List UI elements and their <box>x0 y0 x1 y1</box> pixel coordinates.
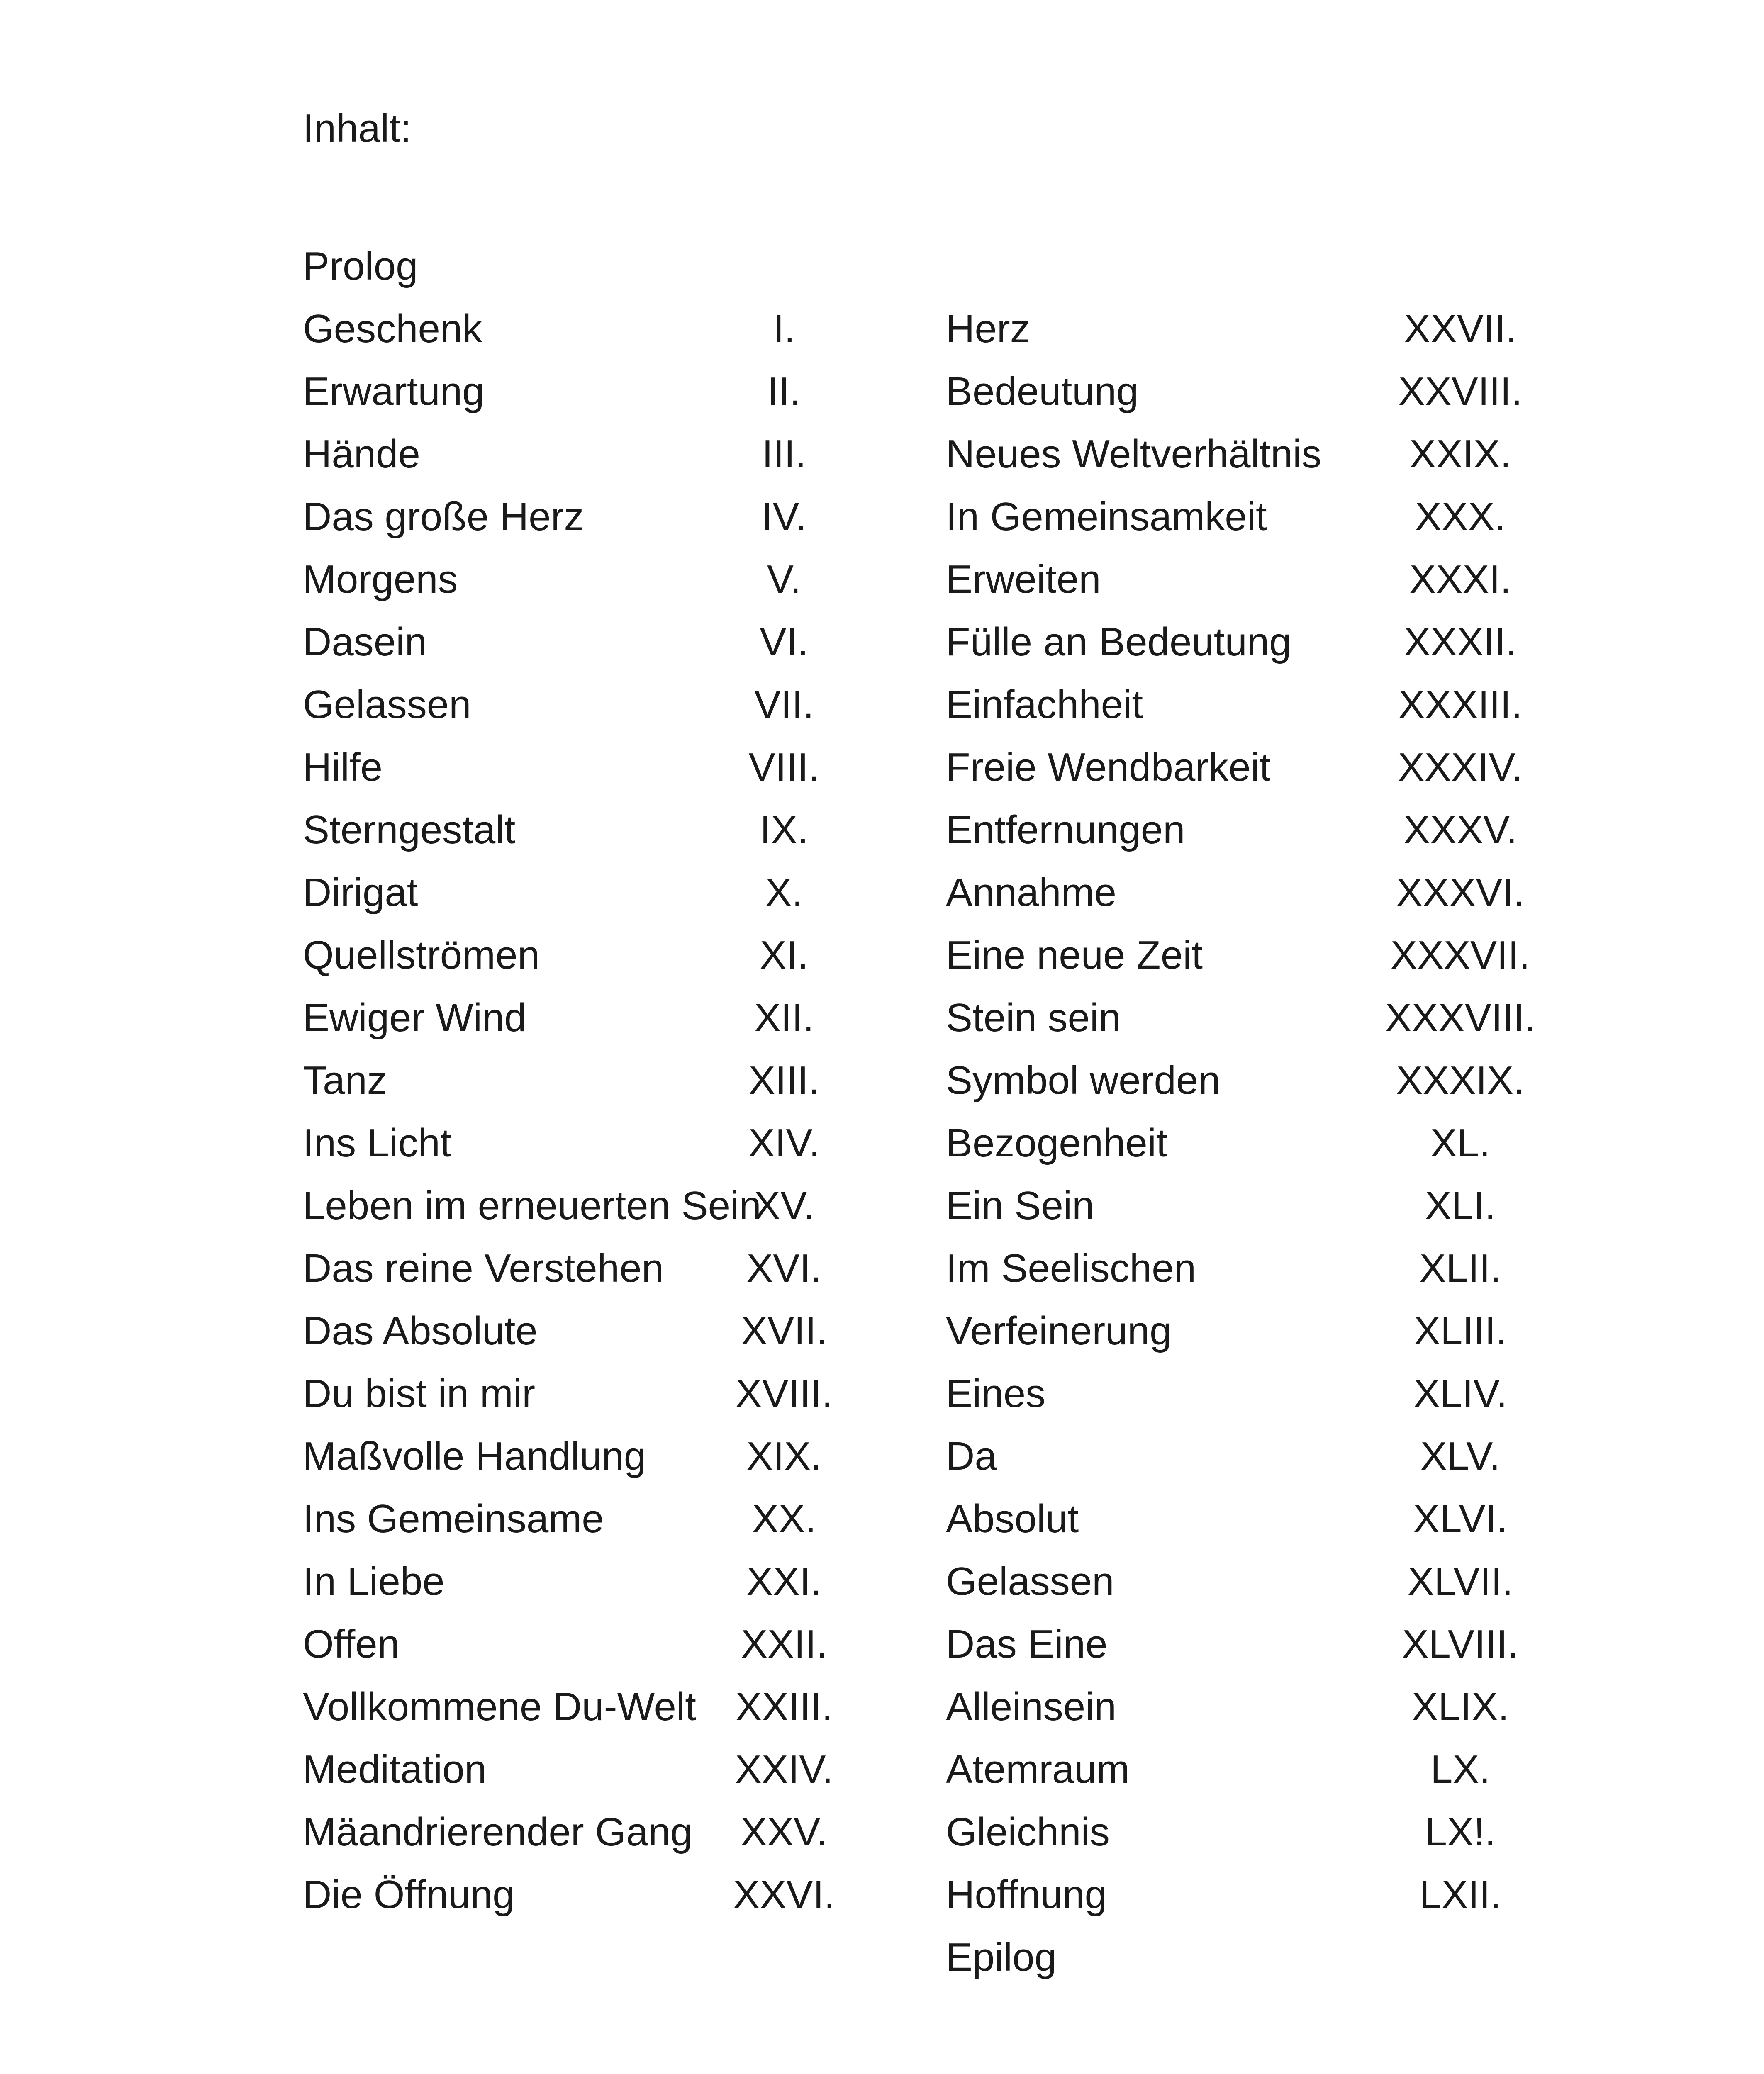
toc-entry-title: Fülle an Bedeutung <box>946 620 1291 664</box>
toc-entry-title: Gelassen <box>303 682 471 727</box>
toc-entry <box>303 297 834 360</box>
toc-entry <box>946 1300 1507 1362</box>
toc-entry-number: XXIX. <box>1409 432 1511 476</box>
toc-entry-title: Gelassen <box>946 1559 1114 1604</box>
toc-entry <box>303 673 834 736</box>
toc-entry-number: VII. <box>754 682 814 727</box>
toc-entry-title: Das Absolute <box>303 1309 538 1353</box>
toc-entry <box>946 986 1536 1049</box>
toc-entry <box>303 861 834 924</box>
toc-entry-title: Bezogenheit <box>946 1121 1167 1165</box>
toc-entry-number: XXVII. <box>1403 307 1517 351</box>
toc-entry-number: LX!. <box>1425 1810 1496 1854</box>
toc-entry-number: XXXV. <box>1403 808 1517 852</box>
toc-entry-title: Die Öffnung <box>303 1872 515 1917</box>
toc-entry-title: Das große Herz <box>303 494 584 539</box>
toc-entry-title: Vollkommene Du-Welt <box>303 1685 696 1729</box>
toc-entry <box>946 485 1506 548</box>
toc-entry-number: X. <box>765 870 803 915</box>
toc-entry-number: XLVII. <box>1407 1559 1513 1604</box>
toc-entry-title: Das Eine <box>946 1622 1108 1666</box>
toc-entry-number: II. <box>767 369 801 414</box>
toc-entry <box>946 548 1511 611</box>
toc-entry-title: Bedeutung <box>946 369 1139 414</box>
toc-entry <box>946 1801 1496 1863</box>
toc-entry-title: Erwartung <box>303 369 485 414</box>
toc-entry <box>946 1926 1477 1989</box>
toc-entry <box>303 360 834 423</box>
toc-entry <box>946 1487 1508 1550</box>
toc-entry-title: Offen <box>303 1622 400 1666</box>
toc-entry-number: XLV. <box>1420 1434 1501 1478</box>
toc-entry-title: Du bist in mir <box>303 1371 536 1416</box>
toc-entry-title: Quellströmen <box>303 933 540 977</box>
toc-entry-title: Meditation <box>303 1747 487 1792</box>
toc-entry-number: XLI. <box>1425 1183 1496 1228</box>
toc-entry-number: IV. <box>761 494 807 539</box>
toc-entry-title: Ins Licht <box>303 1121 451 1165</box>
toc-entry-title: Neues Weltverhältnis <box>946 432 1322 476</box>
toc-entry-title: Morgens <box>303 557 458 601</box>
toc-entry-number: XXXI. <box>1409 557 1511 601</box>
toc-entry <box>303 986 834 1049</box>
toc-entry <box>946 1174 1496 1237</box>
toc-entry-number: LX. <box>1430 1747 1491 1792</box>
toc-entry-title: Annahme <box>946 870 1116 915</box>
toc-entry-title: Geschenk <box>303 307 482 351</box>
toc-entry <box>303 1300 834 1362</box>
toc-entry <box>946 1049 1525 1112</box>
toc-entry-title: In Gemeinsamkeit <box>946 494 1267 539</box>
toc-entry-number: VIII. <box>748 745 820 789</box>
toc-entry-title: Maßvolle Handlung <box>303 1434 646 1478</box>
toc-entry-number: XXXVII. <box>1390 933 1530 977</box>
toc-entry <box>303 1425 834 1487</box>
page-heading: Inhalt: <box>303 106 412 151</box>
toc-entry <box>946 1362 1507 1425</box>
toc-entry <box>946 798 1517 861</box>
toc-entry-title: Alleinsein <box>946 1685 1116 1729</box>
toc-entry-title: Hilfe <box>303 745 383 789</box>
toc-entry-number: XV. <box>754 1183 814 1228</box>
toc-entry-title: Prolog <box>303 244 418 288</box>
toc-entry <box>303 1863 834 1926</box>
toc-entry <box>303 548 834 611</box>
toc-entry <box>303 924 834 986</box>
toc-entry-number: XXX. <box>1415 494 1506 539</box>
toc-entry <box>303 485 834 548</box>
toc-entry-number: XX. <box>752 1497 816 1541</box>
toc-entry-title: Dasein <box>303 620 427 664</box>
toc-entry <box>303 1675 834 1738</box>
toc-entry <box>303 1112 834 1174</box>
toc-entry-title: Herz <box>946 307 1030 351</box>
toc-entry-title: Mäandrierender Gang <box>303 1810 693 1854</box>
toc-entry-title: Erweiten <box>946 557 1101 601</box>
toc-entry <box>946 673 1523 736</box>
toc-entry-number: XIII. <box>748 1058 820 1103</box>
toc-entry-number: XVIII. <box>735 1371 833 1416</box>
toc-entry <box>303 1613 834 1675</box>
toc-entry-title: Hände <box>303 432 420 476</box>
toc-entry <box>946 1237 1501 1300</box>
toc-entry-number: XXIV. <box>735 1747 833 1792</box>
toc-entry-title: Einfachheit <box>946 682 1143 727</box>
toc-entry <box>946 924 1530 986</box>
toc-entry <box>303 1801 834 1863</box>
toc-entry-number: XLIV. <box>1413 1371 1507 1416</box>
toc-entry <box>946 736 1523 798</box>
toc-entry <box>303 1362 834 1425</box>
toc-entry-number: XIV. <box>748 1121 820 1165</box>
toc-entry-number: XLVIII. <box>1402 1622 1519 1666</box>
toc-entry-number: XXII. <box>741 1622 828 1666</box>
toc-entry-title: Atemraum <box>946 1747 1130 1792</box>
toc-entry <box>303 1738 834 1801</box>
toc-entry-title: Dirigat <box>303 870 418 915</box>
toc-entry-title: Freie Wendbarkeit <box>946 745 1271 789</box>
toc-entry-title: Ins Gemeinsame <box>303 1497 604 1541</box>
toc-entry-number: III. <box>762 432 806 476</box>
toc-entry-title: Symbol werden <box>946 1058 1221 1103</box>
toc-entry-title: Gleichnis <box>946 1810 1110 1854</box>
toc-entry-title: Epilog <box>946 1935 1057 1979</box>
toc-entry <box>946 1425 1501 1487</box>
toc-entry <box>303 798 834 861</box>
toc-entry <box>946 360 1523 423</box>
toc-entry-title: Sterngestalt <box>303 808 516 852</box>
toc-entry-title: Da <box>946 1434 997 1478</box>
toc-entry-number: XXI. <box>746 1559 822 1604</box>
toc-entry-number: XL. <box>1430 1121 1491 1165</box>
toc-entry-number: XLII. <box>1419 1246 1501 1290</box>
toc-entry-title: Im Seelischen <box>946 1246 1196 1290</box>
toc-entry-number: I. <box>773 307 795 351</box>
toc-entry <box>946 611 1517 673</box>
toc-entry <box>946 1863 1501 1926</box>
toc-entry-title: Ewiger Wind <box>303 996 526 1040</box>
toc-entry <box>946 297 1517 360</box>
toc-entry-title: Eines <box>946 1371 1046 1416</box>
toc-entry <box>303 235 834 297</box>
toc-column-left <box>303 235 834 1926</box>
toc-entry <box>946 1738 1491 1801</box>
toc-entry-number: V. <box>767 557 801 601</box>
toc-entry-title: Eine neue Zeit <box>946 933 1203 977</box>
toc-entry-title: Das reine Verstehen <box>303 1246 664 1290</box>
toc-entry-number: XXXII. <box>1403 620 1517 664</box>
toc-entry-number: XXXIII. <box>1398 682 1523 727</box>
toc-entry-title: Absolut <box>946 1497 1079 1541</box>
toc-entry <box>946 1550 1513 1613</box>
toc-entry-number: XXXVI. <box>1396 870 1525 915</box>
toc-entry <box>946 861 1525 924</box>
toc-entry <box>303 423 834 485</box>
toc-entry <box>303 1237 834 1300</box>
toc-entry <box>303 1174 834 1237</box>
toc-entry-number: XLIX. <box>1411 1685 1509 1729</box>
toc-entry-number: XI. <box>760 933 809 977</box>
toc-entry <box>303 736 834 798</box>
toc-entry-number: XVII. <box>741 1309 828 1353</box>
toc-entry-number: XXXIX. <box>1396 1058 1525 1103</box>
toc-entry-title: Verfeinerung <box>946 1309 1172 1353</box>
toc-entry-number: VI. <box>760 620 809 664</box>
toc-entry-title: Ein Sein <box>946 1183 1094 1228</box>
toc-entry <box>946 1675 1509 1738</box>
toc-entry-number: XXIII. <box>735 1685 833 1729</box>
toc-entry-title: Tanz <box>303 1058 387 1103</box>
toc-entry-number: XII. <box>754 996 814 1040</box>
toc-entry-number: LXII. <box>1419 1872 1501 1917</box>
toc-entry-number: XXVIII. <box>1398 369 1523 414</box>
toc-entry-number: XXVI. <box>733 1872 835 1917</box>
toc-entry-number: IX. <box>760 808 809 852</box>
toc-column-right <box>946 297 1536 1989</box>
toc-entry-title: Stein sein <box>946 996 1121 1040</box>
toc-entry-number: XXV. <box>741 1810 828 1854</box>
toc-entry <box>303 1049 834 1112</box>
toc-entry-title: Entfernungen <box>946 808 1185 852</box>
toc-entry-number: XLVI. <box>1413 1497 1508 1541</box>
toc-entry <box>303 1487 834 1550</box>
toc-entry-title: Hoffnung <box>946 1872 1107 1917</box>
toc-entry <box>946 1112 1491 1174</box>
toc-entry-number: XXXIV. <box>1398 745 1523 789</box>
toc-entry-title: Leben im erneuerten Sein <box>303 1183 761 1228</box>
toc-entry <box>303 611 834 673</box>
toc-entry-title: In Liebe <box>303 1559 445 1604</box>
toc-entry <box>946 423 1511 485</box>
toc-entry-number: XVI. <box>746 1246 822 1290</box>
toc-entry-number: XIX. <box>746 1434 822 1478</box>
toc-entry-number: XLIII. <box>1413 1309 1507 1353</box>
toc-entry-number: XXXVIII. <box>1385 996 1536 1040</box>
toc-entry <box>303 1550 834 1613</box>
toc-entry <box>946 1613 1519 1675</box>
